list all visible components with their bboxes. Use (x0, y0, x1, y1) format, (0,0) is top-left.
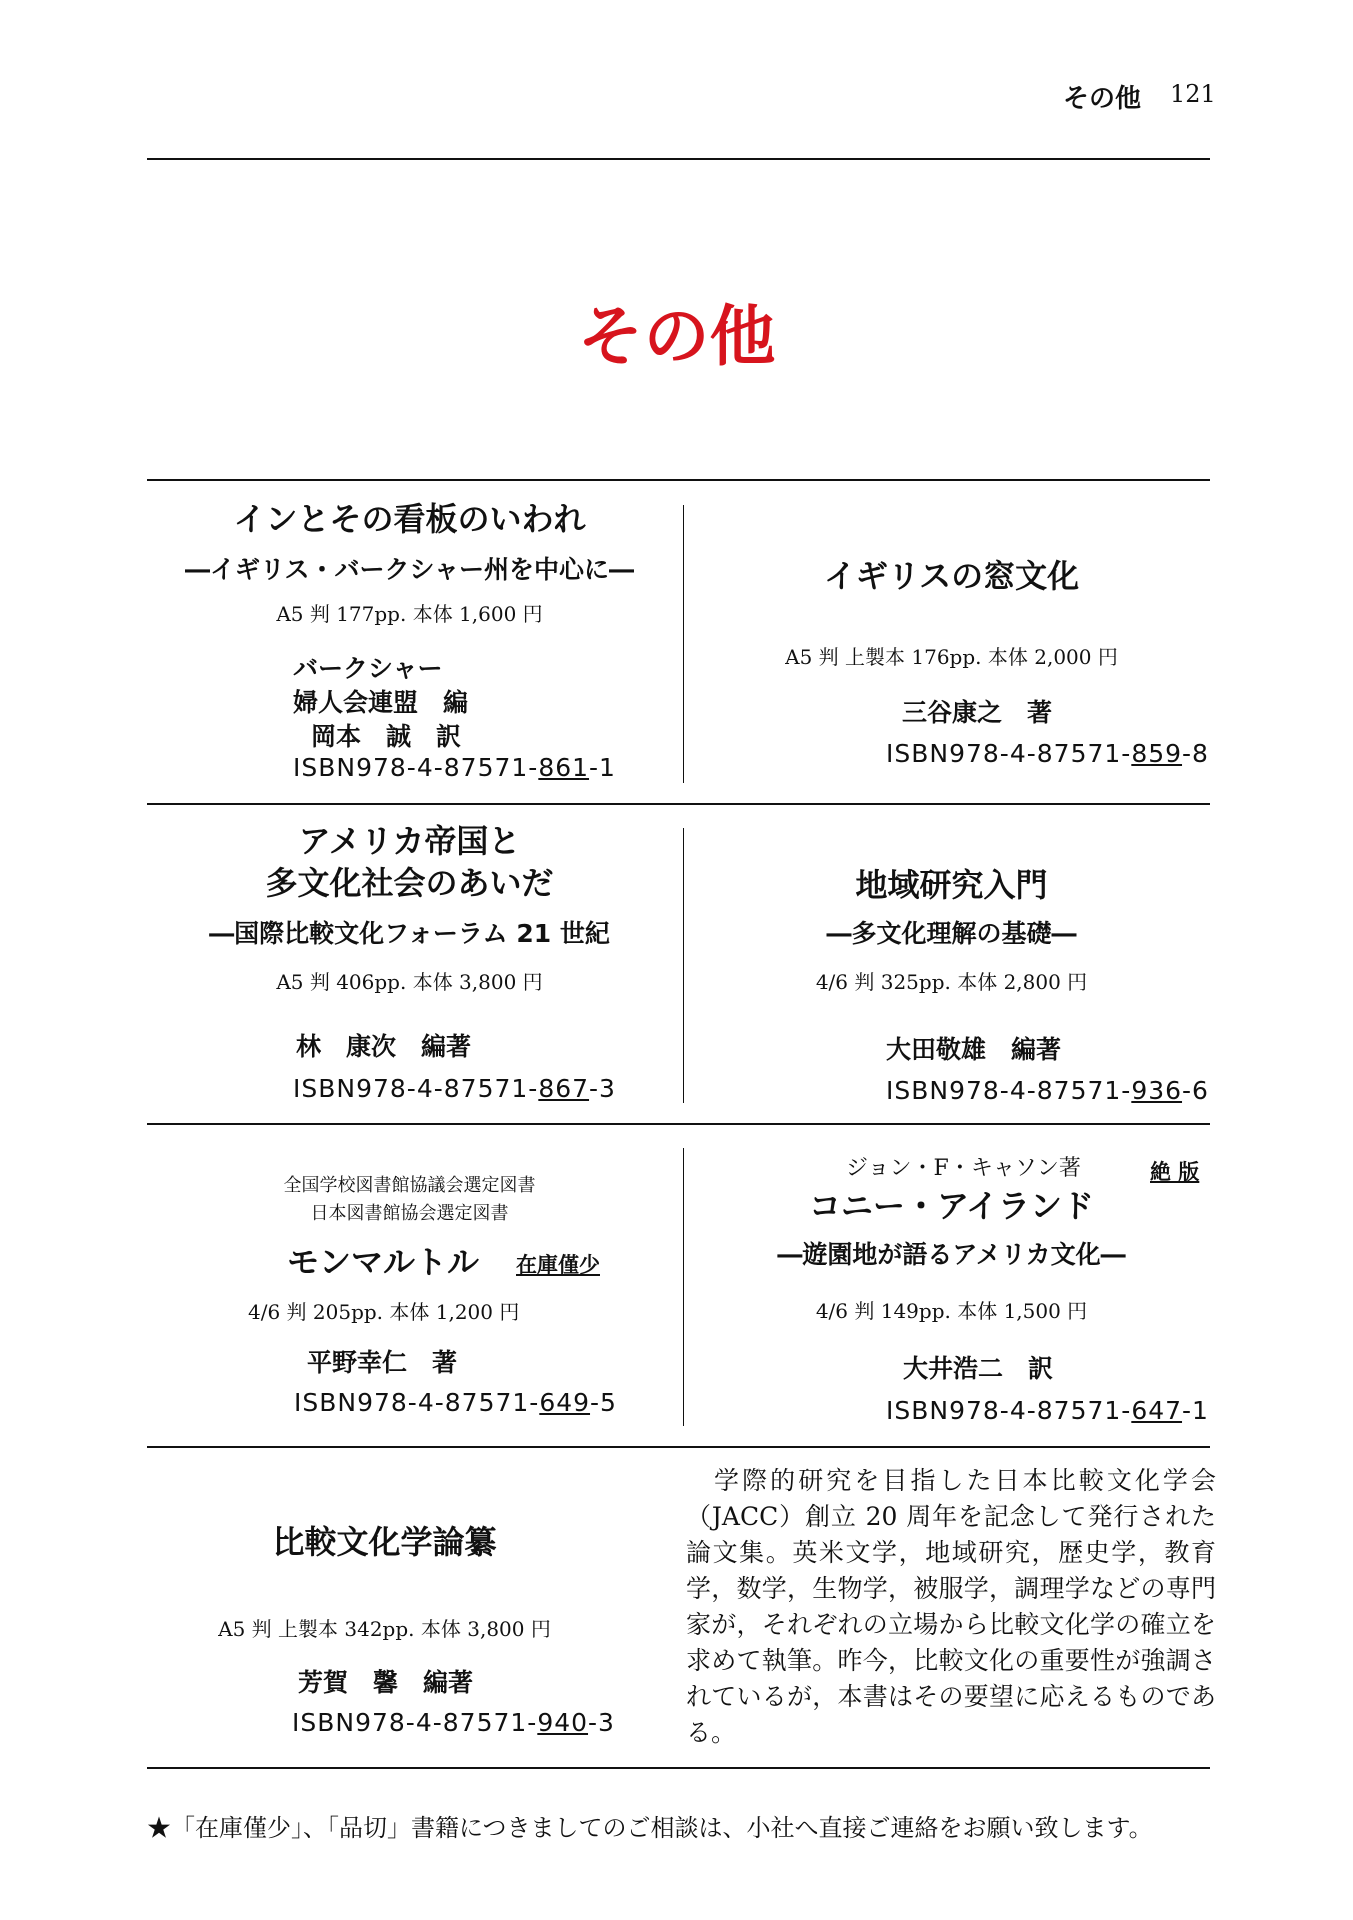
book-title: アメリカ帝国と (298, 822, 521, 860)
book-title: イギリスの窓文化 (823, 557, 1080, 595)
book-authors: 大井浩二 訳 (903, 1354, 1054, 1383)
book-spec: A5 判 177pp. 本体 1,600 円 (276, 602, 543, 626)
book-entry-comparative (147, 1521, 622, 1642)
book-spec: 4/6 判 325pp. 本体 2,800 円 (815, 970, 1088, 994)
divider-2 (147, 803, 1210, 805)
column-divider-1 (683, 505, 684, 783)
book-entry-coney (693, 1185, 1210, 1324)
book-subtitle: ―国際比較文化フォーラム 21 世紀 (209, 919, 610, 948)
book-title: 地域研究入門 (855, 866, 1048, 904)
book-authors: 三谷康之 著 (902, 698, 1053, 727)
book-title: インとその看板のいわれ (233, 500, 586, 538)
book-spec: 4/6 判 205pp. 本体 1,200 円 (248, 1300, 520, 1324)
isbn: ISBN978-4-87571-936-6 (886, 1076, 1209, 1105)
isbn: ISBN978-4-87571-940-3 (292, 1708, 615, 1737)
selection-note: 日本図書館協会選定図書 (310, 1203, 509, 1224)
out-of-print-badge: 絶 版 (1150, 1160, 1200, 1184)
stock-status-badge: 在庫僅少 (516, 1253, 600, 1277)
author-line: 婦人会連盟 編 (293, 688, 469, 717)
book-entry-inn (147, 498, 672, 627)
book-authors: 平野幸仁 著 (307, 1348, 458, 1377)
book-title: モンマルトル (287, 1243, 480, 1281)
isbn: ISBN978-4-87571-867-3 (293, 1074, 616, 1103)
isbn: ISBN978-4-87571-859-8 (886, 739, 1209, 768)
book-subtitle: ―多文化理解の基礎― (826, 919, 1077, 948)
divider-1 (147, 479, 1210, 481)
book-title: 多文化社会のあいだ (265, 864, 554, 902)
book-title: コニー・アイランド (808, 1187, 1095, 1225)
section-title: その他 (577, 298, 776, 375)
book-title: 比較文化学論纂 (272, 1523, 497, 1561)
book-entry-empire (147, 820, 672, 995)
column-divider-2 (683, 828, 684, 1103)
page-number: 121 (1170, 80, 1216, 108)
book-spec: 4/6 判 149pp. 本体 1,500 円 (815, 1299, 1088, 1323)
divider-5 (147, 1767, 1210, 1769)
book-spec: A5 判 上製本 342pp. 本体 3,800 円 (218, 1617, 551, 1641)
book-subtitle: ―イギリス・バークシャー州を中心に― (184, 555, 634, 584)
book-description: 学際的研究を目指した日本比較文化学会（JACC）創立 20 周年を記念して発行された論文集。英米文学，地域研究，歴史学，教育学，数学，生物学，被服学，調理学などの専門家が，それぞれの立場から比較文化学の確立を求めて執筆。昨今，比較文化の重要性が強調されているが，本書はその要望に応えるものである。 (686, 1466, 1216, 1747)
selection-note: 全国学校図書館協議会選定図書 (283, 1175, 536, 1196)
book-spec: A5 判 上製本 176pp. 本体 2,000 円 (785, 645, 1118, 669)
author-line: バークシャー (293, 654, 443, 683)
author-line: 岡本 誠 訳 (311, 722, 462, 751)
column-divider-3 (683, 1148, 684, 1426)
isbn: ISBN978-4-87571-861-1 (293, 753, 616, 782)
book-authors: 大田敬雄 編著 (886, 1035, 1062, 1064)
selection-notes (147, 1172, 672, 1228)
divider-3 (147, 1123, 1210, 1125)
running-header-section: その他 (1063, 84, 1142, 114)
book-author-top: ジョン・F・キャソン著 (846, 1156, 1081, 1181)
isbn: ISBN978-4-87571-649-5 (294, 1388, 617, 1417)
header-rule (147, 158, 1210, 160)
footer-note: ★「在庫僅少」、「品切」書籍につきましてのご相談は、小社へ直接ご連絡をお願い致します。 (147, 1814, 1153, 1842)
book-entry-window (693, 555, 1210, 670)
book-spec: A5 判 406pp. 本体 3,800 円 (276, 970, 543, 994)
book-entry-area (693, 864, 1210, 995)
book-authors: 林 康次 編著 (296, 1032, 472, 1061)
book-authors (293, 652, 468, 754)
divider-4 (147, 1446, 1210, 1448)
book-authors: 芳賀 馨 編著 (298, 1668, 474, 1697)
book-subtitle: ―遊園地が語るアメリカ文化― (777, 1240, 1126, 1269)
isbn: ISBN978-4-87571-647-1 (886, 1396, 1209, 1425)
